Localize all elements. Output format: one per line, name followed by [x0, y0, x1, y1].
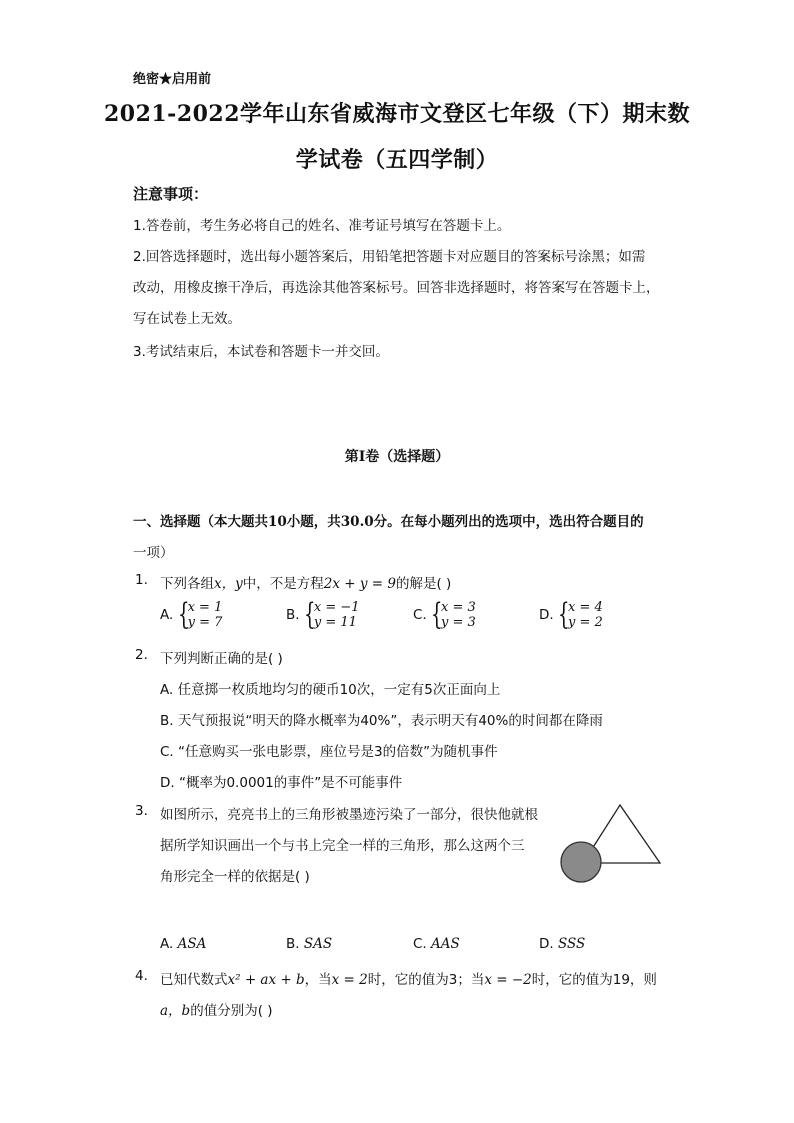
note-item-1: 1.答卷前，考生务必将自己的姓名、准考证号填写在答题卡上。	[133, 218, 511, 234]
q3-stem-line-3: 角形完全一样的依据是( )	[160, 869, 310, 885]
note-item-3: 3.考试结束后，本试卷和答题卡一并交回。	[133, 344, 389, 360]
q1-option-a[interactable]: A. { x = 1 y = 7	[160, 597, 223, 632]
note-item-2-line-1: 2.回答选择题时，选出每小题答案后，用铅笔把答题卡对应题目的答案标号涂黑；如需	[133, 249, 646, 265]
secret-label: 绝密★启用前	[133, 72, 212, 87]
q3-triangle-figure	[555, 800, 665, 885]
q3-option-c[interactable]: C. AAS	[413, 936, 460, 952]
page-title-line-2: 学试卷（五四学制）	[295, 147, 499, 173]
q2-stem: 下列判断正确的是( )	[160, 651, 283, 667]
note-item-2-line-2: 改动，用橡皮擦干净后，再选涂其他答案标号。回答非选择题时，将答案写在答题卡上，	[133, 280, 660, 296]
q1-option-c[interactable]: C. { x = 3 y = 3	[413, 597, 476, 632]
q3-option-a[interactable]: A. ASA	[160, 936, 207, 952]
q1-number: 1.	[135, 572, 148, 588]
page-title-line-1: 2021-2022学年山东省威海市文登区七年级（下）期末数	[103, 101, 691, 127]
q3-number: 3.	[135, 803, 148, 819]
q3-stem-line-2: 据所学知识画出一个与书上完全一样的三角形，那么这两个三	[160, 838, 525, 854]
q2-number: 2.	[135, 647, 148, 663]
q3-option-b[interactable]: B. SAS	[286, 936, 333, 952]
note-item-2-line-3: 写在试卷上无效。	[133, 311, 241, 327]
ink-blot-circle	[561, 842, 601, 882]
q1-stem: 下列各组x，y中，不是方程2x + y = 9的解是( )	[160, 576, 452, 592]
q1-option-b[interactable]: B. { x = −1 y = 11	[286, 597, 360, 632]
q4-number: 4.	[135, 968, 148, 984]
part-instruction-line-2: 一项）	[133, 545, 174, 561]
q2-option-a[interactable]: A. 任意掷一枚质地均匀的硬币10次，一定有5次正面向上	[160, 682, 501, 698]
q4-stem-line-2: a，b的值分别为( )	[160, 1003, 273, 1019]
section-title: 第Ⅰ卷（选择题）	[344, 449, 450, 465]
part-instruction-line-1: 一、选择题（本大题共10小题，共30.0分。在每小题列出的选项中，选出符合题目的	[133, 514, 644, 530]
q2-option-b[interactable]: B. 天气预报说“明天的降水概率为40%”，表示明天有40%的时间都在降雨	[160, 713, 603, 729]
q2-option-c[interactable]: C. “任意购买一张电影票，座位号是3的倍数”为随机事件	[160, 744, 498, 760]
q3-option-d[interactable]: D. SSS	[539, 936, 586, 952]
q2-option-d[interactable]: D. “概率为0.0001的事件”是不可能事件	[160, 775, 403, 791]
notes-heading: 注意事项：	[133, 185, 209, 203]
q1-option-d[interactable]: D. { x = 4 y = 2	[539, 597, 603, 632]
q3-stem-line-1: 如图所示，亮亮书上的三角形被墨迹污染了一部分，很快他就根	[160, 807, 538, 823]
q4-stem-line-1: 已知代数式x² + ax + b，当x = 2时，它的值为3；当x = −2时，它的值为19，则	[160, 972, 657, 988]
